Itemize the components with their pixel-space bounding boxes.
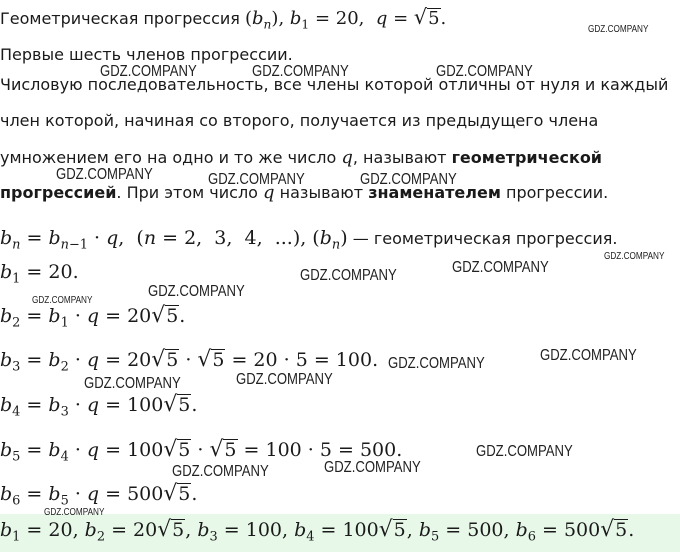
term-b2: $b_2 = b_1 \cdot q = 20√5$. [0,303,186,331]
recurrence-formula: $b_n = b_{n-1} \cdot q$, (n = 2, 3, 4, ...), $(b_n)$ — геометрическая прогрессия. [0,227,618,253]
q-symbol-2: q [263,182,275,203]
watermark: GDZ.COMPANY [604,251,665,262]
problem-statement [0,5,447,32]
watermark: GDZ.COMPANY [540,347,637,364]
term-b4: $b_4 = b_3 \cdot q = 100√5$. [0,392,198,420]
term-progression: прогрессией [0,183,117,202]
term-b1: $b_1 = 20$. [0,261,79,287]
term-b3: $b_3 = b_2 \cdot q = 20√5 \cdot √5 = 20 \cdot 5 = 100$. [0,347,379,375]
term-geometric: геометрической [451,148,603,167]
watermark: GDZ.COMPANY [236,371,333,388]
recurrence-text: — геометрическая прогрессия. [347,229,618,248]
definition-line-3: умножением его на одно и то же число q, называют геометрической [0,147,603,168]
watermark: GDZ.COMPANY [360,171,457,188]
watermark: GDZ.COMPANY [324,459,421,476]
definition-line-2: член которой, начиная со второго, получается из предыдущего члена [0,111,599,130]
watermark: GDZ.COMPANY [32,295,93,306]
watermark: GDZ.COMPANY [252,63,349,80]
term-ratio: знаменателем [368,183,501,202]
q-symbol: q [341,147,353,168]
term-b5: $b_5 = b_4 \cdot q = 100√5 \cdot √5 = 100 \cdot 5 = 500$. [0,437,403,465]
watermark: GDZ.COMPANY [100,63,197,80]
watermark: GDZ.COMPANY [84,375,181,392]
watermark: GDZ.COMPANY [172,463,269,480]
watermark: GDZ.COMPANY [476,443,573,460]
problem-text: Геометрическая прогрессия [0,9,245,28]
watermark: GDZ.COMPANY [300,267,397,284]
watermark: GDZ.COMPANY [388,355,485,372]
definition-line-4: прогрессией. При этом число q называют знаменателем прогрессии. [0,182,609,203]
answer-line: $b_1 = 20$, $b_2 = 20√5$, $b_3 = 100$, $b_4 = 100√5$, $b_5 = 500$, $b_6 = 500√5$. [0,517,635,545]
watermark: GDZ.COMPANY [436,63,533,80]
definition-line-1: Числовую последовательность, все члены которой отличны от нуля и каждый [0,75,669,94]
term-b6: $b_6 = b_5 \cdot q = 500√5$. [0,481,198,509]
watermark: GDZ.COMPANY [44,507,105,518]
task-subtitle: Первые шесть членов прогрессии. [0,45,293,64]
watermark: GDZ.COMPANY [452,259,549,276]
watermark: GDZ.COMPANY [56,166,153,183]
watermark: GDZ.COMPANY [208,171,305,188]
problem-conditions: $(b_n)$, $b_1 = 20$, q = √5. [244,5,447,32]
watermark: GDZ.COMPANY [148,283,245,300]
watermark: GDZ.COMPANY [588,24,649,35]
